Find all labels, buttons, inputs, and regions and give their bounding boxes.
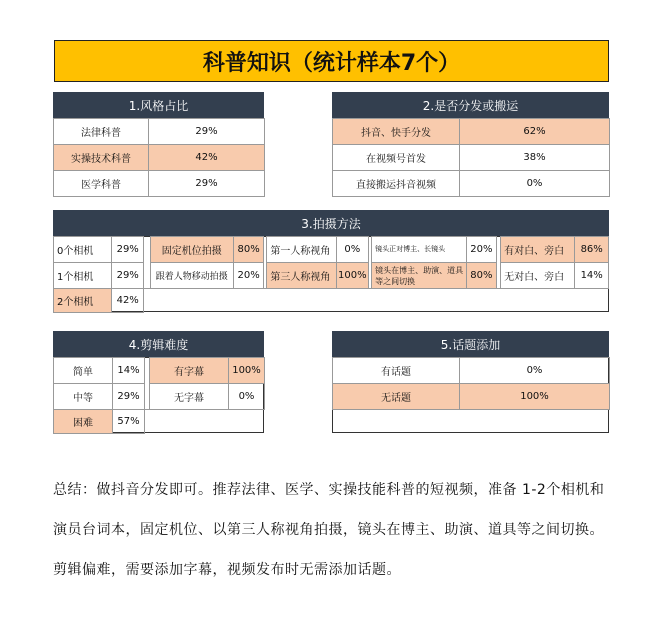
section1-header: 1.风格占比 xyxy=(53,92,264,118)
cell-label: 跟着人物移动拍摄 xyxy=(150,263,233,289)
section1-table xyxy=(53,118,265,197)
cell-label: 直接搬运抖音视频 xyxy=(333,171,460,197)
cell-value: 100% xyxy=(229,358,265,384)
cell-label: 有对白、旁白 xyxy=(501,237,575,263)
section3-table xyxy=(53,236,609,313)
section4-table xyxy=(53,357,265,434)
cell-value: 29% xyxy=(111,263,144,289)
cell-value: 29% xyxy=(111,237,144,263)
cell-label: 有话题 xyxy=(333,358,460,384)
section5-header: 5.话题添加 xyxy=(332,331,609,357)
cell-value: 100% xyxy=(336,263,369,289)
cell-label: 法律科普 xyxy=(54,119,149,145)
cell-value: 42% xyxy=(149,145,265,171)
cell-value: 62% xyxy=(460,119,610,145)
section4-header: 4.剪辑难度 xyxy=(53,331,264,357)
cell-label: 第三人称视角 xyxy=(267,263,336,289)
cell-value: 0% xyxy=(460,171,610,197)
empty-cell xyxy=(145,410,265,434)
cell-label: 无字幕 xyxy=(150,384,229,410)
cell-label: 镜头正对博主、长镜头 xyxy=(372,237,467,263)
empty-cell xyxy=(144,289,609,313)
cell-value: 0% xyxy=(460,358,610,384)
cell-label: 中等 xyxy=(54,384,113,410)
cell-label: 医学科普 xyxy=(54,171,149,197)
cell-label: 镜头在博主、助演、道具等之间切换 xyxy=(372,263,467,289)
cell-label: 2个相机 xyxy=(54,289,112,313)
cell-label: 固定机位拍摄 xyxy=(150,237,233,263)
cell-value: 38% xyxy=(460,145,610,171)
cell-value: 100% xyxy=(460,384,610,410)
cell-value: 29% xyxy=(113,384,145,410)
cell-value: 14% xyxy=(113,358,145,384)
cell-label: 第一人称视角 xyxy=(267,237,336,263)
cell-label: 在视频号首发 xyxy=(333,145,460,171)
section2-header: 2.是否分发或搬运 xyxy=(332,92,609,118)
cell-label: 无话题 xyxy=(333,384,460,410)
cell-value: 14% xyxy=(575,263,609,289)
cell-label: 简单 xyxy=(54,358,113,384)
cell-label: 无对白、旁白 xyxy=(501,263,575,289)
cell-value: 80% xyxy=(233,237,263,263)
cell-label: 抖音、快手分发 xyxy=(333,119,460,145)
cell-value: 0% xyxy=(229,384,265,410)
cell-value: 57% xyxy=(113,410,145,434)
cell-label: 0个相机 xyxy=(54,237,112,263)
cell-value: 86% xyxy=(575,237,609,263)
page-title: 科普知识（统计样本7个） xyxy=(54,40,609,82)
cell-label: 实操技术科普 xyxy=(54,145,149,171)
cell-value: 29% xyxy=(149,119,265,145)
cell-value: 42% xyxy=(111,289,144,313)
summary-text: 总结：做抖音分发即可。推荐法律、医学、实操技能科普的短视频，准备 1-2个相机和演员台词本，固定机位、以第三人称视角拍摄，镜头在博主、助演、道具等之间切换。剪辑偏难，需要添加字幕，视频发布时无需添加话题。 xyxy=(53,482,605,578)
cell-value: 0% xyxy=(336,237,369,263)
cell-value: 20% xyxy=(466,237,496,263)
cell-value: 80% xyxy=(466,263,496,289)
cell-label: 有字幕 xyxy=(150,358,229,384)
section3-header: 3.拍摄方法 xyxy=(53,210,609,236)
section2-table xyxy=(332,118,610,197)
cell-value: 20% xyxy=(233,263,263,289)
cell-label: 1个相机 xyxy=(54,263,112,289)
cell-value: 29% xyxy=(149,171,265,197)
section5-table xyxy=(332,357,610,410)
cell-label: 困难 xyxy=(54,410,113,434)
